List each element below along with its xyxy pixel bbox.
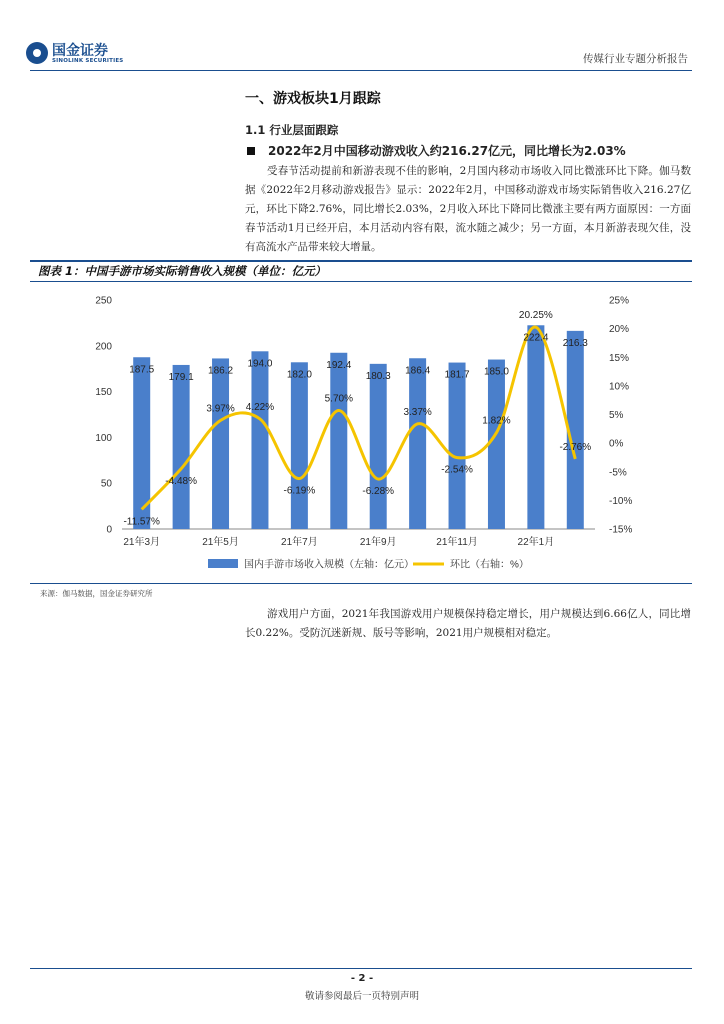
line-value-label: 3.37%: [403, 406, 432, 418]
y-right-tick-label: 5%: [609, 410, 624, 421]
y-right-tick-label: 10%: [609, 381, 630, 393]
chart-legend: [208, 558, 529, 571]
footer-divider: [30, 968, 692, 969]
y-left-tick-label: 150: [95, 387, 112, 399]
bar: [212, 358, 229, 529]
y-left-tick-label: 0: [106, 524, 112, 536]
figure-source: 来源：伽马数据，国金证券研究所: [40, 589, 153, 598]
x-tick-label: 22年1月: [517, 537, 555, 548]
y-left-tick-label: 200: [95, 341, 112, 353]
company-logo: [26, 40, 134, 66]
y-right-tick-label: -15%: [609, 524, 633, 536]
legend-swatch-bar: [208, 559, 238, 568]
x-tick-label: 21年3月: [123, 537, 161, 548]
bar-value-label: 216.3: [562, 337, 588, 349]
bar-value-label: 179.1: [168, 371, 194, 383]
source-rule: [30, 583, 692, 584]
bullet-square-icon: [247, 147, 255, 155]
bar-value-label: 180.3: [365, 370, 391, 382]
y-right-tick-label: 20%: [609, 324, 630, 336]
y-right-tick-label: 0%: [609, 438, 624, 450]
x-tick-label: 21年11月: [436, 537, 478, 548]
bar-value-label: 182.0: [286, 369, 312, 381]
x-tick-label: 21年5月: [202, 537, 239, 548]
bar: [251, 351, 268, 529]
page-number: - 2 -: [350, 973, 374, 984]
bar: [409, 358, 426, 529]
line-value-label: -6.19%: [283, 485, 316, 497]
chart-bars: [133, 325, 584, 529]
line-value-label: -2.54%: [441, 464, 473, 476]
subsection-title: 1.1 行业层面跟踪: [245, 123, 339, 137]
line-value-label: 20.25%: [518, 310, 553, 322]
bar: [173, 365, 190, 529]
report-type-header: 传媒行业专题分析报告: [583, 53, 688, 65]
footer-disclaimer: 敬请参阅最后一页特别声明: [304, 991, 419, 1002]
logo-name-cn: 国金证券: [52, 43, 108, 59]
y-right-tick-label: 15%: [609, 352, 630, 364]
line-value-label: -4.48%: [165, 475, 197, 487]
line-value-label: 1.82%: [482, 415, 511, 427]
bar: [291, 362, 308, 529]
bar: [330, 353, 347, 529]
line-value-label: 3.97%: [206, 403, 235, 415]
line-value-label: -11.57%: [123, 516, 160, 528]
figure-title-rule: [30, 281, 692, 282]
bar: [488, 360, 505, 529]
bar-value-label: 186.4: [405, 365, 431, 377]
logo-name-en: SINOLINK SECURITIES: [52, 58, 124, 64]
y-left-tick-label: 100: [95, 432, 112, 444]
bar-value-label: 181.7: [444, 369, 470, 381]
bar: [527, 325, 544, 529]
bar: [449, 363, 466, 529]
chart-data-labels: [123, 310, 591, 527]
line-value-label: -6.28%: [362, 486, 395, 498]
x-tick-label: 21年7月: [281, 537, 318, 548]
bar-value-label: 185.0: [483, 366, 509, 378]
section-title: 一、游戏板块1月跟踪: [245, 91, 381, 107]
logo-mark-icon: [26, 42, 48, 64]
revenue-chart: [30, 284, 692, 582]
y-left-tick-label: 50: [100, 478, 112, 490]
figure-top-rule: [30, 260, 692, 262]
bar-value-label: 187.5: [129, 364, 155, 376]
y-right-tick-label: -5%: [609, 467, 627, 479]
legend-label-line: 环比（右轴：%）: [450, 559, 529, 571]
header-divider: [30, 70, 692, 71]
body-paragraph-1: 受春节活动提前和新游表现不佳的影响，2月国内移动市场收入同比微涨环比下降。伽马数据《2022年2月移动游戏报告》显示：2022年2月，中国移动游戏市场实际销售收入216.27亿元，环比下降2.76%，同比增长2.03%，2月收入环比下降同比微涨主要有两方面原因：一方面春节活动1月已经开启，本月活动内容有限，流水随之减少；另一方面，本月新游表现欠佳，没有高流水产品带来较大增量。: [245, 165, 691, 253]
line-value-label: 5.70%: [324, 393, 353, 405]
legend-label-bar: 国内手游市场收入规模（左轴：亿元）: [244, 559, 414, 571]
bar-value-label: 194.0: [247, 358, 273, 370]
line-value-label: 4.22%: [245, 401, 275, 413]
bar-value-label: 192.4: [326, 359, 352, 371]
headline: 2022年2月中国移动游戏收入约216.27亿元，同比增长为2.03%: [268, 144, 626, 158]
figure-title: 图表 1：中国手游市场实际销售收入规模（单位：亿元）: [38, 264, 327, 278]
bar: [370, 364, 387, 529]
x-tick-label: 21年9月: [359, 537, 397, 548]
bar-value-label: 186.2: [208, 365, 234, 377]
line-value-label: -2.76%: [559, 441, 592, 453]
y-left-tick-label: 250: [95, 295, 112, 307]
y-right-tick-label: 25%: [609, 295, 630, 307]
y-right-tick-label: -10%: [609, 495, 633, 507]
bar-value-label: 222.4: [523, 332, 549, 344]
body-paragraph-2: 游戏用户方面，2021年我国游戏用户规模保持稳定增长，用户规模达到6.66亿人，同比增长0.22%。受防沉迷新规、版号等影响，2021用户规模相对稳定。: [245, 608, 691, 639]
